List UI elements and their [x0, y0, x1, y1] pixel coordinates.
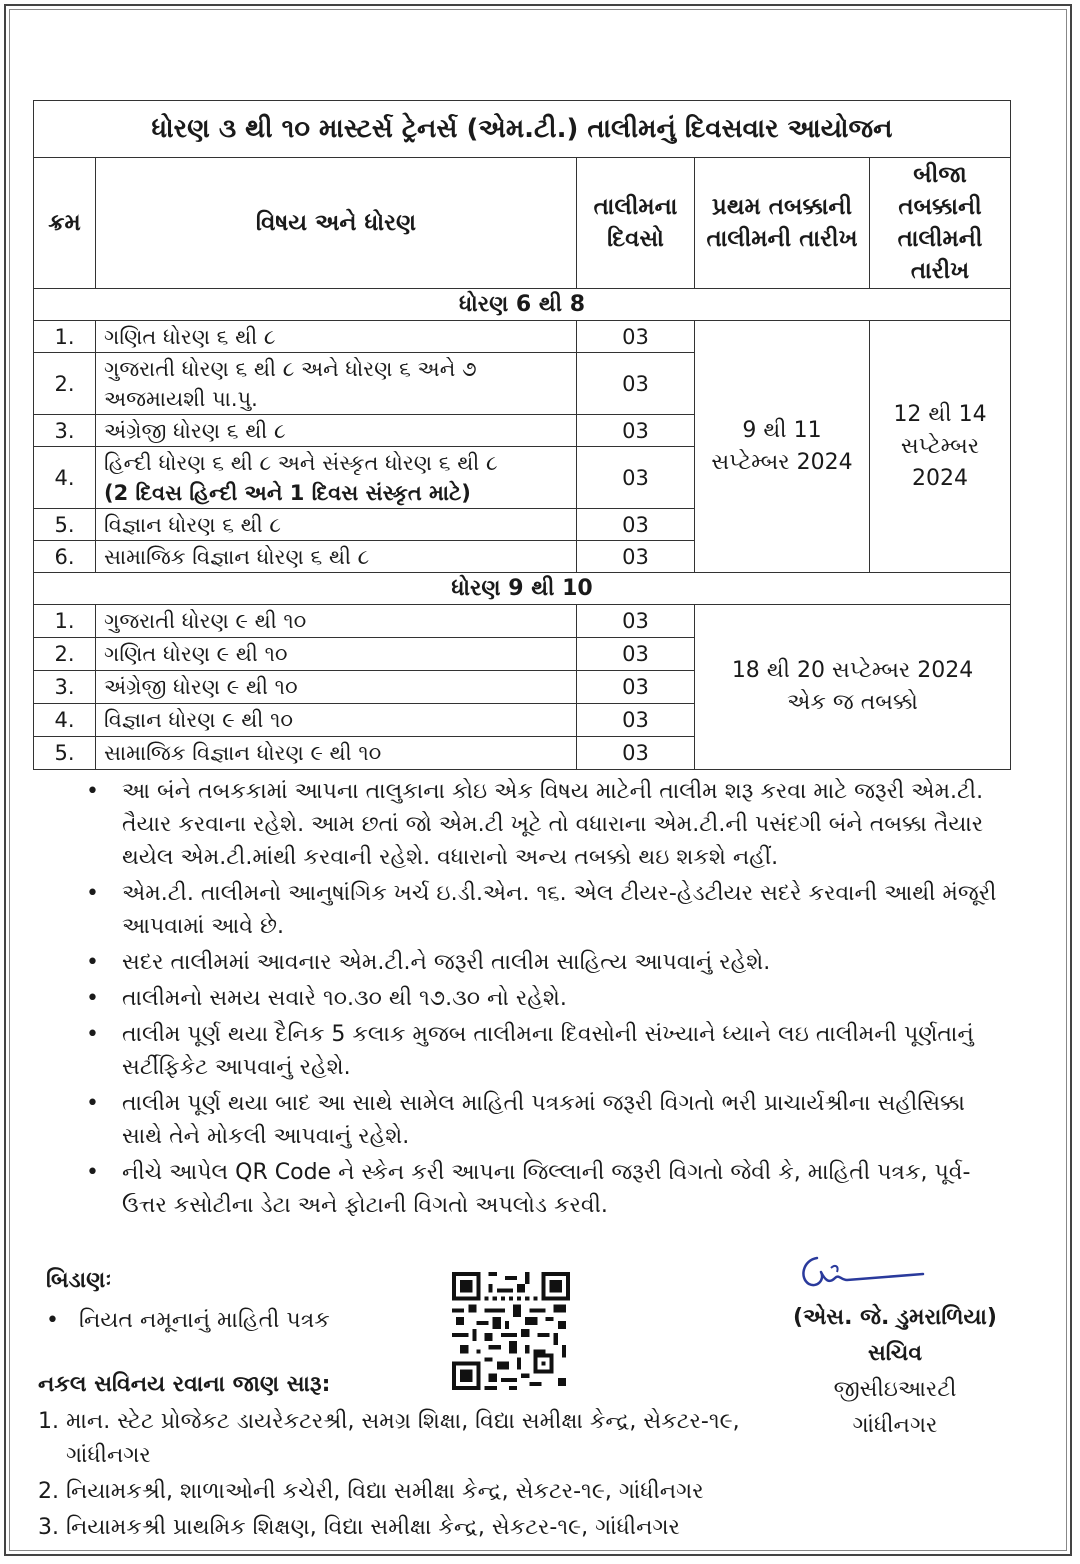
bullet-icon: • — [86, 950, 99, 975]
list-item — [80, 1087, 1000, 1153]
row-subject: ગણિત ધોરણ ૯ થી ૧૦ — [96, 638, 577, 671]
copy-number: 2. — [38, 1479, 59, 1504]
row-days: 03 — [577, 638, 695, 671]
row-number: 2. — [34, 638, 96, 671]
table-title: ધોરણ ૩ થી ૧૦ માસ્ટર્સ ટ્રેનર્સ (એમ.ટી.) તાલીમનું દિવસવાર આયોજન — [34, 101, 1011, 158]
header-subject: વિષય અને ધોરણ — [96, 158, 577, 289]
enclosure-text: નિયત નમૂનાનું માહિતી પત્રક — [78, 1308, 330, 1333]
header-phase1: પ્રથમ તબક્કાની તાલીમની તારીખ — [695, 158, 870, 289]
list-item — [38, 1511, 798, 1545]
table-row — [34, 605, 1011, 638]
bullet-icon: • — [86, 881, 99, 906]
list-item — [80, 877, 1000, 943]
signature-icon — [795, 1250, 925, 1300]
instructions-list — [80, 775, 1000, 1225]
phase2-date: 12 થી 14 સપ્ટેમ્બર 2024 — [870, 321, 1011, 573]
row-days: 03 — [577, 447, 695, 509]
instruction-text: આ બંને તબકકામાં આપના તાલુકાના કોઇ એક વિષય માટેની તાલીમ શરૂ કરવા માટે જરૂરી એમ.ટી. તૈયાર કરવાના રહેશે. આમ છતાં જો એમ.ટી ખૂટે તો વધારાના એમ.ટી.ની પસંદગી બંને તબક્કા તૈયાર થયેલ એમ.ટી.માંથી કરવાની રહેશે. વધારાનો અન્ય તબક્કો થઇ શકશે નહીં. — [122, 779, 984, 870]
row-days: 03 — [577, 321, 695, 353]
row-days: 03 — [577, 509, 695, 541]
row-days: 03 — [577, 605, 695, 638]
copies-list — [38, 1405, 798, 1547]
section-label: ધોરણ 9 થી 10 — [34, 573, 1011, 605]
row-number: 6. — [34, 541, 96, 573]
list-item — [38, 1475, 798, 1509]
row-subject: ગુજરાતી ધોરણ ૯ થી ૧૦ — [96, 605, 577, 638]
signatory-designation: સચિવ — [867, 1341, 923, 1366]
list-item — [80, 1018, 1000, 1084]
row-number: 3. — [34, 671, 96, 704]
list-item — [80, 946, 1000, 979]
copy-number: 3. — [38, 1515, 59, 1540]
row-number: 4. — [34, 447, 96, 509]
copy-text: નિયામકશ્રી, શાળાઓની કચેરી, વિદ્યા સમીક્ષા કેન્દ્ર, સેકટર-૧૯, ગાંધીનગર — [66, 1479, 704, 1504]
bullet-icon: • — [86, 1160, 99, 1185]
training-schedule-table — [33, 100, 1011, 770]
copies-title: નકલ સવિનય રવાના જાણ સારૂ: — [38, 1372, 331, 1397]
section-label: ધોરણ 6 થી 8 — [34, 289, 1011, 321]
qr-code-icon[interactable] — [452, 1272, 570, 1390]
list-item — [38, 1405, 798, 1473]
signatory-block — [770, 1300, 1020, 1444]
instruction-text: સદર તાલીમમાં આવનાર એમ.ટી.ને જરૂરી તાલીમ સાહિત્ય આપવાનું રહેશે. — [122, 950, 771, 975]
copy-text: નિયામકશ્રી પ્રાથમિક શિક્ષણ, વિદ્યા સમીક્ષા કેન્દ્ર, સેકટર-૧૯, ગાંધીનગર — [66, 1515, 680, 1540]
header-sr: ક્રમ — [34, 158, 96, 289]
list-item — [80, 982, 1000, 1015]
row-subject: ગુજરાતી ધોરણ ૬ થી ૮ અને ધોરણ ૬ અને ૭ અજમાયશી પા.પુ. — [96, 353, 577, 415]
combined-note: એક જ તબક્કો — [787, 690, 918, 715]
list-item — [80, 775, 1000, 874]
row-subject: અંગ્રેજી ધોરણ ૬ થી ૮ — [96, 415, 577, 447]
enclosure-item — [46, 1308, 330, 1333]
signatory-org: જીસીઇઆરટી — [833, 1377, 957, 1402]
row-days: 03 — [577, 704, 695, 737]
instruction-text: નીચે આપેલ QR Code ને સ્કેન કરી આપના જિલ્લાની જરૂરી વિગતો જેવી કે, માહિતી પત્રક, પૂર્વ-ઉત્તર કસોટીના ડેટા અને ફોટાની વિગતો અપલોડ કરવી. — [122, 1160, 971, 1218]
instruction-text: તાલીમ પૂર્ણ થયા દૈનિક 5 કલાક મુજબ તાલીમના દિવસોની સંખ્યાને ધ્યાને લઇ તાલીમની પૂર્ણતાનું સર્ટીફિકેટ આપવાનું રહેશે. — [122, 1022, 974, 1080]
bullet-icon: • — [86, 986, 99, 1011]
phase1-date: 9 થી 11 સપ્ટેમ્બર 2024 — [695, 321, 870, 573]
row-subject: ગણિત ધોરણ ૬ થી ૮ — [96, 321, 577, 353]
row-number: 2. — [34, 353, 96, 415]
row-number: 3. — [34, 415, 96, 447]
table-row — [34, 321, 1011, 353]
signatory-name: (એસ. જે. ડુમરાળિયા) — [793, 1305, 997, 1330]
bullet-icon: • — [86, 779, 99, 804]
header-phase2: બીજા તબક્કાની તાલીમની તારીખ — [870, 158, 1011, 289]
row-subject: સામાજિક વિજ્ઞાન ધોરણ ૬ થી ૮ — [96, 541, 577, 573]
row-number: 4. — [34, 704, 96, 737]
copy-text: માન. સ્ટેટ પ્રોજેકટ ડાયરેકટરશ્રી, સમગ્ર શિક્ષા, વિદ્યા સમીક્ષા કેન્દ્ર, સેકટર-૧૯, ગાંધીનગર — [66, 1409, 740, 1468]
row-subject-cell — [96, 447, 577, 509]
row-subject: વિજ્ઞાન ધોરણ ૬ થી ૮ — [96, 509, 577, 541]
bullet-icon: • — [86, 1091, 99, 1116]
row-subject: અંગ્રેજી ધોરણ ૯ થી ૧૦ — [96, 671, 577, 704]
row-number: 1. — [34, 321, 96, 353]
row-days: 03 — [577, 353, 695, 415]
row-number: 1. — [34, 605, 96, 638]
header-days: તાલીમના દિવસો — [577, 158, 695, 289]
copy-number: 1. — [38, 1409, 59, 1434]
bullet-icon: • — [86, 1022, 99, 1047]
instruction-text: એમ.ટી. તાલીમનો આનુષાંગિક ખર્ચ ઇ.ડી.એન. ૧૬. એલ ટીયર-હેડટીયર સદરે કરવાની આથી મંજૂરી આપવામાં આવે છે. — [122, 881, 997, 939]
combined-date-cell — [695, 605, 1011, 770]
enclosure-title: બિડાણઃ — [46, 1268, 112, 1293]
combined-date: 18 થી 20 સપ્ટેમ્બર 2024 — [731, 658, 974, 683]
row-number: 5. — [34, 737, 96, 770]
list-item — [80, 1156, 1000, 1222]
instruction-text: તાલીમનો સમય સવારે ૧૦.૩૦ થી ૧૭.૩૦ નો રહેશે. — [122, 986, 567, 1011]
row-subject: વિજ્ઞાન ધોરણ ૯ થી ૧૦ — [96, 704, 577, 737]
row-subject: હિન્દી ધોરણ ૬ થી ૮ અને સંસ્કૃત ધોરણ ૬ થી ૮ — [104, 450, 498, 475]
row-number: 5. — [34, 509, 96, 541]
bullet-icon: • — [46, 1308, 59, 1333]
row-days: 03 — [577, 541, 695, 573]
instruction-text: તાલીમ પૂર્ણ થયા બાદ આ સાથે સામેલ માહિતી પત્રકમાં જરૂરી વિગતો ભરી પ્રાચાર્યશ્રીના સહીસિક્કા સાથે તેને મોકલી આપવાનું રહેશે. — [122, 1091, 965, 1149]
row-days: 03 — [577, 415, 695, 447]
signatory-city: ગાંધીનગર — [852, 1413, 938, 1438]
row-subject: સામાજિક વિજ્ઞાન ધોરણ ૯ થી ૧૦ — [96, 737, 577, 770]
row-days: 03 — [577, 671, 695, 704]
row-days: 03 — [577, 737, 695, 770]
row-subject-note: (2 દિવસ હિન્દી અને 1 દિવસ સંસ્કૃત માટે) — [104, 480, 471, 505]
